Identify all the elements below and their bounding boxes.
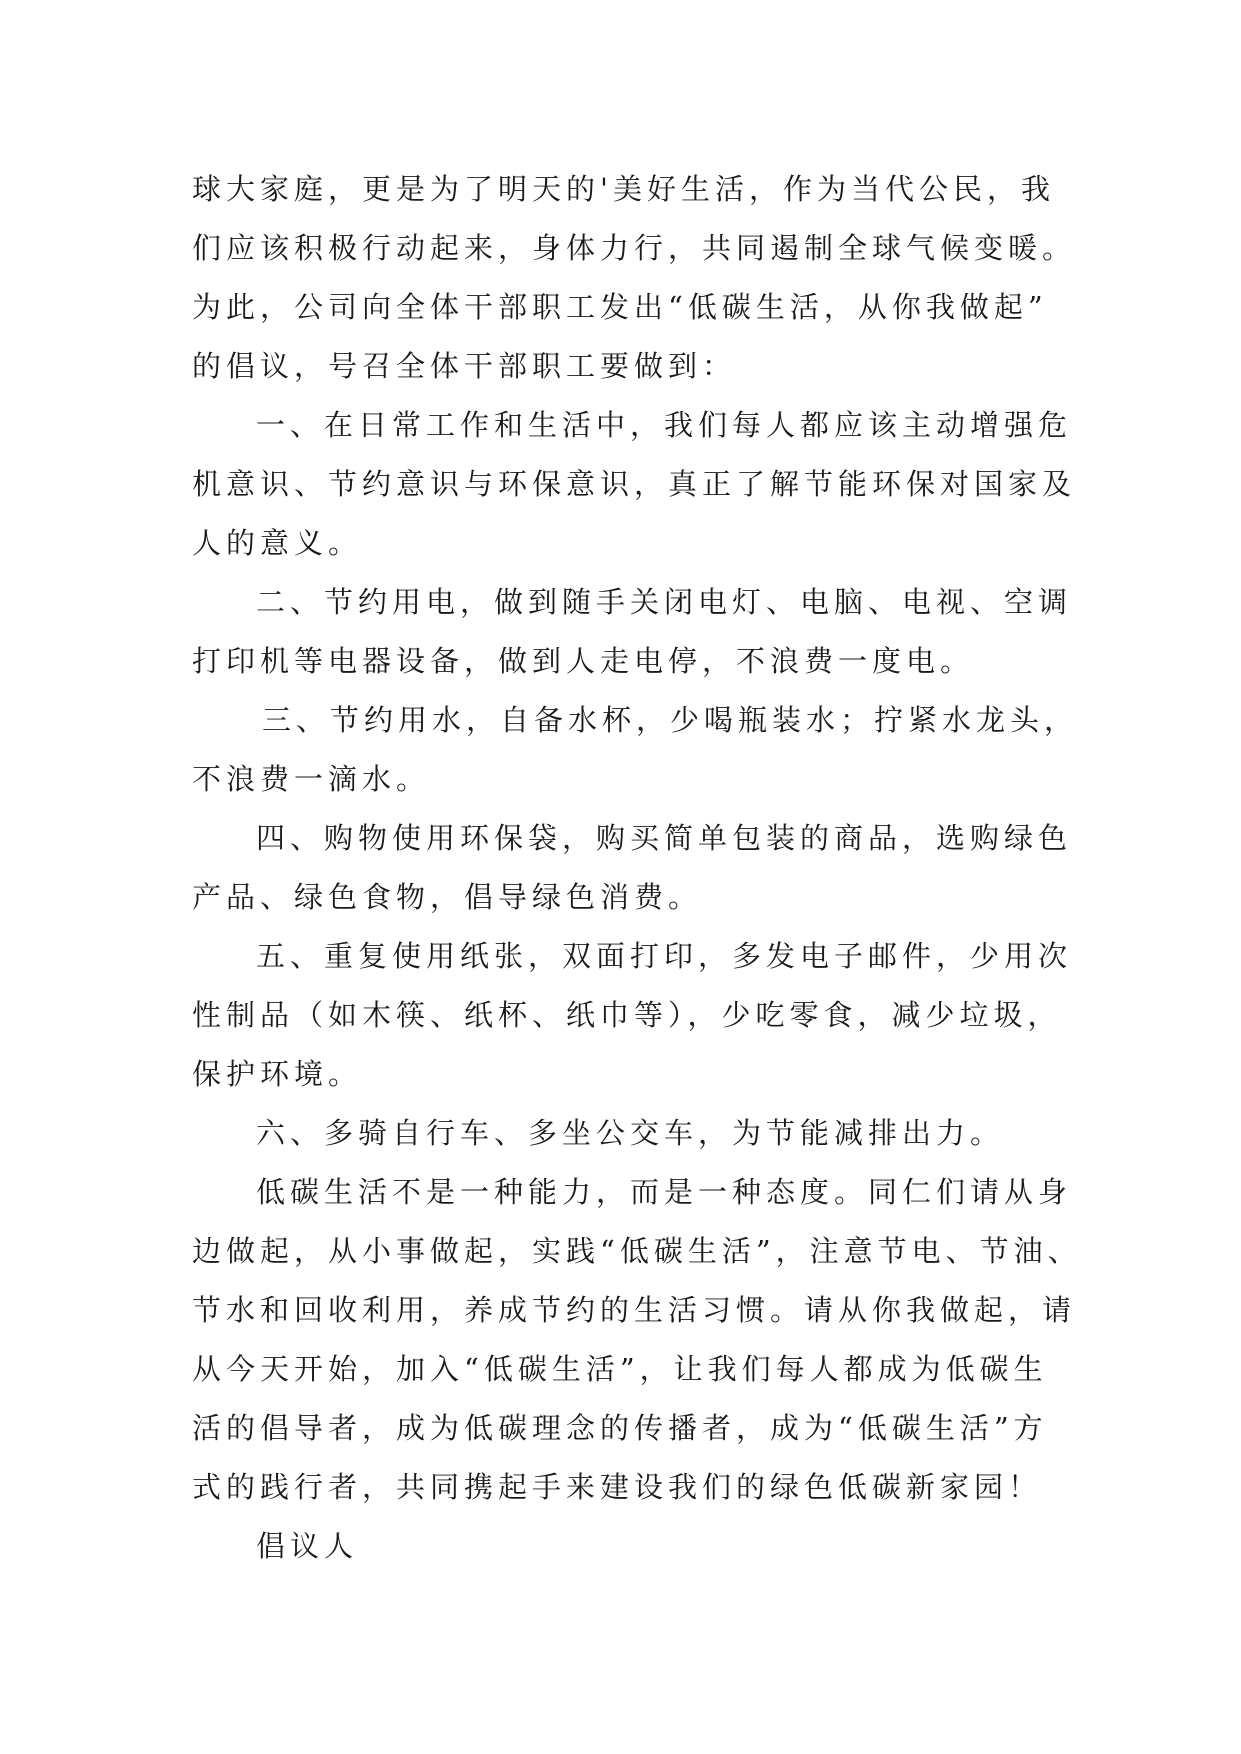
text-line: 们应该积极行动起来，身体力行，共同遏制全球气候变暖。	[192, 231, 1077, 265]
paragraph-item-1: 一、在日常工作和生活中，我们每人都应该主动增强危	[256, 408, 1073, 442]
closing-paragraph: 低碳生活不是一种能力，而是一种态度。同仁们请从身	[256, 1175, 1073, 1209]
paragraph-item-3: 三、节约用水，自备水杯，少喝瓶装水；拧紧水龙头，	[262, 703, 1079, 737]
text-line: 节水和回收利用，养成节约的生活习惯。请从你我做起，请	[192, 1293, 1077, 1327]
text-line: 产品、绿色食物，倡导绿色消费。	[192, 880, 703, 914]
paragraph-item-4: 四、购物使用环保袋，购买简单包装的商品，选购绿色	[256, 821, 1073, 855]
text-line: 活的倡导者，成为低碳理念的传播者，成为“低碳生活”方	[192, 1411, 1048, 1445]
text-line: 打印机等电器设备，做到人走电停，不浪费一度电。	[192, 644, 975, 678]
text-line: 保护环境。	[192, 1057, 363, 1091]
text-line: 的倡议，号召全体干部职工要做到：	[192, 349, 737, 383]
paragraph-item-6: 六、多骑自行车、多坐公交车，为节能减排出力。	[256, 1116, 1005, 1150]
text-line: 不浪费一滴水。	[192, 762, 431, 796]
paragraph-item-2: 二、节约用电，做到随手关闭电灯、电脑、电视、空调	[256, 585, 1073, 619]
text-line: 机意识、节约意识与环保意识，真正了解节能环保对国家及	[192, 467, 1077, 501]
text-line: 球大家庭，更是为了明天的'美好生活，作为当代公民，我	[192, 172, 1055, 206]
text-line: 为此，公司向全体干部职工发出“低碳生活，从你我做起”	[192, 290, 1048, 324]
paragraph-item-5: 五、重复使用纸张，双面打印，多发电子邮件，少用次	[256, 939, 1073, 973]
text-line: 从今天开始，加入“低碳生活”，让我们每人都成为低碳生	[192, 1352, 1048, 1386]
document-body	[192, 160, 1082, 1576]
signature-label: 倡议人	[256, 1529, 359, 1563]
text-line: 式的践行者，共同携起手来建设我们的绿色低碳新家园！	[192, 1470, 1043, 1504]
text-line: 边做起，从小事做起，实践“低碳生活”，注意节电、节油、	[192, 1234, 1082, 1268]
text-line: 性制品（如木筷、纸杯、纸巾等），少吃零食，减少垃圾，	[192, 998, 1062, 1032]
text-line: 人的意义。	[192, 526, 363, 560]
